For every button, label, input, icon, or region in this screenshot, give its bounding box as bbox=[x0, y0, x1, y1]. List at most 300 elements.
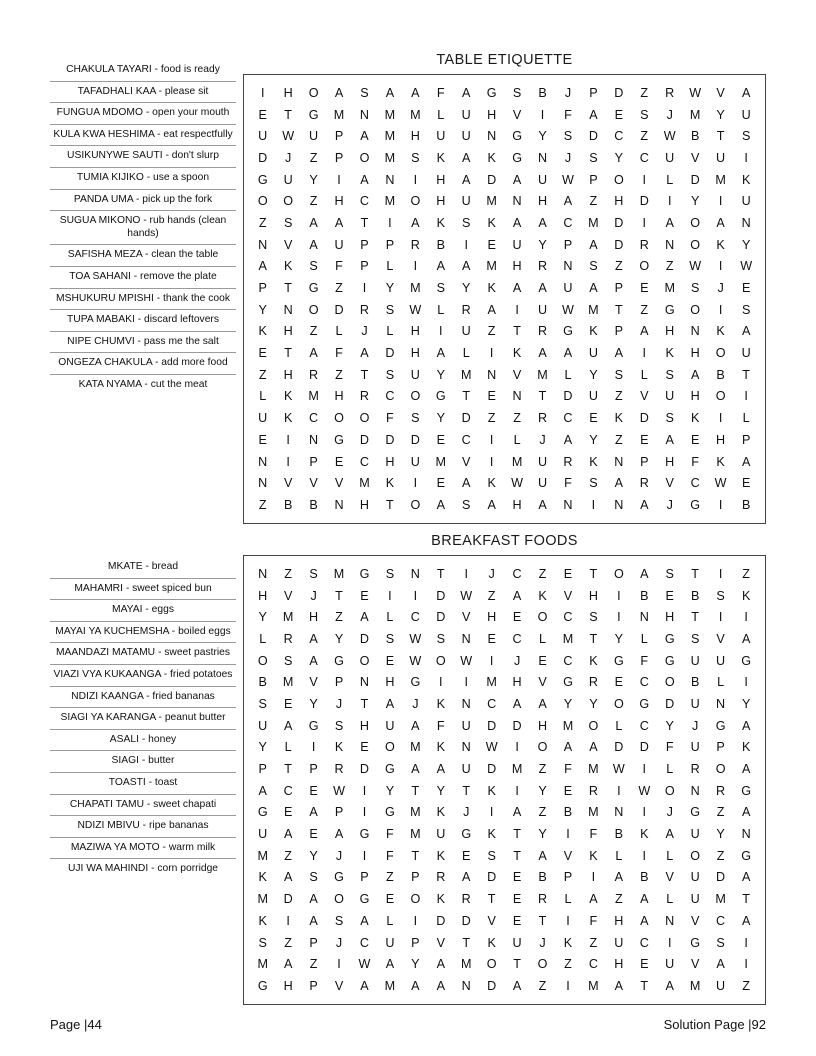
grid-letter: I bbox=[667, 194, 672, 209]
grid-letter: V bbox=[563, 588, 573, 603]
grid-letter: N bbox=[690, 324, 700, 339]
grid-letter: A bbox=[258, 259, 267, 274]
grid-letter: M bbox=[689, 978, 701, 993]
grid-letter: Y bbox=[589, 367, 598, 382]
grid-letter: M bbox=[562, 631, 574, 646]
grid-letter: D bbox=[487, 978, 497, 993]
grid-letter: G bbox=[359, 827, 370, 842]
grid-letter: T bbox=[513, 827, 521, 842]
grid-letter: S bbox=[385, 302, 395, 317]
grid-letter: E bbox=[258, 107, 267, 122]
grid-letter: I bbox=[718, 610, 723, 625]
grid-letter: A bbox=[309, 892, 318, 907]
grid-letter: F bbox=[386, 827, 394, 842]
grid-letter: M bbox=[537, 367, 548, 382]
grid-letter: S bbox=[283, 215, 293, 230]
grid-letter: J bbox=[666, 497, 673, 512]
grid-letter: O bbox=[308, 85, 319, 100]
word-entry: USIKUNYWE SAUTI - don't slurp bbox=[50, 146, 236, 168]
grid-letter: P bbox=[589, 85, 598, 100]
grid-letter: A bbox=[512, 281, 522, 296]
grid-letter: K bbox=[283, 389, 293, 404]
grid-letter: M bbox=[384, 150, 396, 165]
grid-letter: Y bbox=[538, 129, 547, 144]
grid-letter: I bbox=[337, 172, 341, 187]
grid-letter: U bbox=[537, 302, 548, 317]
grid-letter: J bbox=[488, 566, 495, 581]
grid-letter: Z bbox=[564, 957, 572, 972]
grid-letter: C bbox=[487, 696, 497, 711]
grid-letter: N bbox=[639, 610, 649, 625]
grid-letter: K bbox=[334, 740, 344, 755]
grid-letter: S bbox=[462, 497, 471, 512]
grid-letter: G bbox=[639, 696, 650, 711]
grid-letter: L bbox=[666, 762, 674, 777]
word-entry: TOASTI - toast bbox=[50, 772, 236, 794]
grid-letter: M bbox=[282, 610, 294, 625]
grid-letter: R bbox=[334, 762, 344, 777]
grid-letter: S bbox=[334, 913, 344, 928]
grid-letter: A bbox=[283, 870, 293, 885]
grid-letter: I bbox=[642, 848, 647, 863]
grid-row bbox=[250, 147, 759, 169]
grid-letter: Y bbox=[258, 302, 267, 317]
grid-letter: A bbox=[589, 107, 598, 122]
grid-letter: K bbox=[487, 827, 496, 842]
grid-letter: Y bbox=[716, 107, 725, 122]
grid-letter: N bbox=[258, 566, 268, 581]
word-entry: SIAGI - butter bbox=[50, 751, 236, 773]
grid-letter: I bbox=[413, 588, 418, 603]
grid-letter: F bbox=[564, 762, 572, 777]
grid-letter: L bbox=[462, 346, 470, 361]
grid-letter: T bbox=[691, 610, 699, 625]
grid-letter: V bbox=[512, 107, 522, 122]
grid-letter: E bbox=[283, 696, 293, 711]
grid-letter: O bbox=[613, 566, 624, 581]
grid-letter: H bbox=[716, 432, 726, 447]
grid-letter: K bbox=[640, 827, 649, 842]
word-entry: MAYAI - eggs bbox=[50, 600, 236, 622]
grid-letter: T bbox=[360, 367, 369, 382]
puzzle-title: BREAKFAST FOODS bbox=[431, 533, 578, 549]
grid-row bbox=[250, 888, 759, 910]
grid-letter: G bbox=[385, 762, 395, 777]
word-entry: NDIZI KAANGA - fried bananas bbox=[50, 686, 236, 708]
list-item bbox=[50, 729, 236, 751]
grid-letter: L bbox=[615, 848, 623, 863]
grid-row bbox=[250, 758, 759, 780]
grid-letter: U bbox=[716, 653, 726, 668]
word-entry: TUMIA KIJIKO - use a spoon bbox=[50, 167, 236, 189]
grid-letter: N bbox=[359, 675, 370, 690]
grid-letter: S bbox=[690, 281, 700, 296]
grid-letter: I bbox=[566, 913, 570, 928]
grid-letter: S bbox=[640, 107, 649, 122]
grid-letter: V bbox=[334, 978, 344, 993]
grid-letter: A bbox=[741, 870, 751, 885]
grid-letter: U bbox=[461, 194, 471, 209]
grid-letter: T bbox=[513, 848, 521, 863]
grid-letter: V bbox=[690, 957, 700, 972]
grid-letter: E bbox=[538, 653, 547, 668]
word-entry: SUGUA MIKONO - rub hands (clean hands) bbox=[50, 211, 236, 245]
grid-letter: U bbox=[461, 762, 471, 777]
grid-letter: M bbox=[588, 302, 599, 317]
grid-letter: A bbox=[716, 957, 725, 972]
grid-letter: Z bbox=[538, 566, 547, 581]
grid-letter: W bbox=[663, 129, 676, 144]
grid-letter: M bbox=[410, 107, 421, 122]
grid-letter: A bbox=[462, 172, 471, 187]
grid-letter: E bbox=[436, 432, 445, 447]
grid-letter: A bbox=[741, 805, 751, 820]
grid-letter: K bbox=[436, 215, 445, 230]
grid-letter: N bbox=[512, 389, 522, 404]
grid-letter: Z bbox=[335, 610, 343, 625]
grid-letter: M bbox=[715, 892, 726, 907]
grid-letter: O bbox=[588, 718, 599, 733]
grid-letter: O bbox=[359, 653, 370, 668]
grid-letter: D bbox=[614, 237, 624, 252]
grid-letter: R bbox=[359, 302, 370, 317]
grid-letter: F bbox=[564, 476, 572, 491]
grid-row bbox=[250, 277, 759, 299]
grid-letter: N bbox=[461, 740, 471, 755]
grid-letter: G bbox=[563, 675, 573, 690]
grid-letter: G bbox=[308, 281, 319, 296]
grid-letter: K bbox=[436, 805, 445, 820]
grid-letter: T bbox=[411, 783, 420, 798]
grid-letter: U bbox=[410, 367, 420, 382]
grid-letter: W bbox=[562, 302, 574, 317]
grid-letter: H bbox=[283, 978, 293, 993]
grid-letter: Z bbox=[538, 978, 547, 993]
grid-row bbox=[250, 563, 759, 585]
grid-letter: U bbox=[537, 454, 548, 469]
grid-letter: G bbox=[334, 432, 344, 447]
grid-letter: S bbox=[614, 367, 624, 382]
grid-letter: A bbox=[360, 913, 369, 928]
grid-letter: Z bbox=[309, 324, 318, 339]
grid-letter: S bbox=[589, 610, 598, 625]
grid-letter: S bbox=[589, 476, 598, 491]
grid-letter: K bbox=[258, 870, 267, 885]
grid-row bbox=[250, 867, 759, 889]
grid-letter: L bbox=[564, 367, 572, 382]
grid-letter: E bbox=[258, 432, 267, 447]
grid-letter: Y bbox=[385, 281, 395, 296]
grid-letter: A bbox=[512, 215, 522, 230]
grid-letter: S bbox=[589, 259, 598, 274]
grid-letter: Z bbox=[258, 497, 267, 512]
grid-letter: Z bbox=[589, 935, 598, 950]
grid-letter: A bbox=[741, 85, 751, 100]
list-item bbox=[50, 751, 236, 773]
grid-letter: V bbox=[283, 588, 293, 603]
grid-letter: O bbox=[639, 259, 650, 274]
grid-row bbox=[250, 932, 759, 954]
grid-letter: J bbox=[361, 324, 368, 339]
grid-letter: Y bbox=[462, 281, 471, 296]
grid-letter: A bbox=[309, 215, 318, 230]
grid-letter: K bbox=[741, 172, 751, 187]
list-item bbox=[50, 288, 236, 310]
grid-row bbox=[250, 386, 759, 408]
grid-letter: U bbox=[436, 129, 446, 144]
grid-letter: R bbox=[461, 892, 471, 907]
grid-letter: W bbox=[689, 85, 702, 100]
grid-letter: E bbox=[385, 653, 395, 668]
grid-letter: R bbox=[309, 367, 319, 382]
grid-letter: K bbox=[589, 324, 598, 339]
grid-letter: N bbox=[614, 497, 624, 512]
grid-row bbox=[250, 715, 759, 737]
grid-letter: O bbox=[715, 762, 726, 777]
grid-letter: S bbox=[436, 631, 445, 646]
grid-row bbox=[250, 342, 759, 364]
grid-letter: P bbox=[258, 762, 267, 777]
grid-letter: C bbox=[563, 653, 573, 668]
grid-letter: S bbox=[385, 367, 395, 382]
grid-letter: Y bbox=[411, 957, 420, 972]
grid-letter: F bbox=[589, 913, 598, 928]
grid-letter: D bbox=[563, 389, 573, 404]
grid-letter: D bbox=[436, 913, 446, 928]
grid-letter: F bbox=[335, 346, 343, 361]
grid-letter: B bbox=[690, 675, 700, 690]
grid-letter: L bbox=[386, 610, 394, 625]
grid-letter: M bbox=[562, 718, 574, 733]
grid-letter: H bbox=[665, 324, 675, 339]
word-entry: TOA SAHANI - remove the plate bbox=[50, 266, 236, 288]
grid-letter: K bbox=[436, 848, 445, 863]
grid-letter: L bbox=[259, 389, 267, 404]
grid-letter: H bbox=[359, 497, 370, 512]
grid-letter: D bbox=[639, 194, 649, 209]
grid-row bbox=[250, 234, 759, 256]
grid-letter: U bbox=[283, 172, 293, 187]
grid-letter: N bbox=[461, 696, 471, 711]
grid-letter: T bbox=[487, 892, 496, 907]
grid-letter: F bbox=[335, 259, 343, 274]
grid-letter: Z bbox=[487, 324, 496, 339]
grid-letter: Z bbox=[640, 302, 649, 317]
grid-letter: M bbox=[257, 848, 268, 863]
grid-letter: I bbox=[744, 935, 748, 950]
grid-row bbox=[250, 802, 759, 824]
grid-letter: S bbox=[563, 129, 573, 144]
grid-letter: G bbox=[410, 675, 421, 690]
grid-letter: O bbox=[486, 957, 497, 972]
grid-letter: O bbox=[359, 411, 370, 426]
grid-letter: Z bbox=[309, 150, 318, 165]
grid-letter: I bbox=[464, 237, 468, 252]
grid-letter: I bbox=[642, 346, 647, 361]
grid-letter: H bbox=[614, 194, 624, 209]
grid-letter: E bbox=[741, 476, 751, 491]
grid-letter: E bbox=[512, 870, 522, 885]
grid-letter: K bbox=[690, 411, 700, 426]
grid-letter: K bbox=[385, 476, 395, 491]
grid-row bbox=[250, 606, 759, 628]
grid-letter: K bbox=[487, 935, 496, 950]
grid-letter: T bbox=[360, 215, 369, 230]
grid-letter: I bbox=[489, 432, 494, 447]
grid-letter: C bbox=[512, 566, 522, 581]
grid-letter: J bbox=[692, 718, 699, 733]
grid-letter: U bbox=[461, 107, 471, 122]
grid-letter: G bbox=[257, 805, 268, 820]
grid-letter: W bbox=[409, 302, 422, 317]
grid-letter: C bbox=[639, 935, 649, 950]
grid-letter: C bbox=[639, 675, 649, 690]
list-item bbox=[50, 310, 236, 332]
grid-letter: P bbox=[563, 870, 573, 885]
grid-letter: O bbox=[613, 696, 624, 711]
grid-letter: M bbox=[486, 194, 497, 209]
grid-letter: I bbox=[515, 302, 519, 317]
grid-letter: G bbox=[461, 827, 472, 842]
grid-letter: P bbox=[614, 281, 624, 296]
grid-letter: D bbox=[487, 762, 497, 777]
grid-letter: B bbox=[258, 675, 267, 690]
grid-letter: L bbox=[513, 432, 521, 447]
grid-letter: U bbox=[512, 237, 522, 252]
grid-letter: Z bbox=[742, 566, 750, 581]
grid-letter: P bbox=[309, 454, 318, 469]
grid-row bbox=[250, 364, 759, 386]
grid-letter: G bbox=[486, 85, 497, 100]
grid-letter: M bbox=[435, 454, 447, 469]
grid-letter: L bbox=[666, 848, 674, 863]
grid-letter: I bbox=[489, 454, 494, 469]
grid-letter: N bbox=[512, 194, 522, 209]
grid-letter: D bbox=[461, 411, 471, 426]
grid-letter: I bbox=[617, 783, 621, 798]
grid-letter: K bbox=[436, 892, 445, 907]
grid-letter: A bbox=[614, 870, 624, 885]
grid-letter: P bbox=[309, 762, 318, 777]
list-item bbox=[50, 211, 236, 245]
grid-letter: A bbox=[462, 476, 471, 491]
grid-letter: U bbox=[690, 827, 700, 842]
grid-letter: S bbox=[258, 935, 267, 950]
grid-letter: K bbox=[563, 935, 573, 950]
grid-letter: I bbox=[642, 805, 647, 820]
list-item bbox=[50, 664, 236, 686]
grid-letter: I bbox=[439, 675, 443, 690]
grid-letter: U bbox=[588, 389, 598, 404]
grid-letter: I bbox=[286, 913, 290, 928]
grid-letter: M bbox=[664, 281, 675, 296]
grid-letter: H bbox=[690, 346, 700, 361]
grid-letter: E bbox=[309, 783, 318, 798]
grid-letter: P bbox=[385, 237, 395, 252]
grid-letter: A bbox=[563, 346, 573, 361]
grid-letter: H bbox=[512, 675, 522, 690]
grid-letter: A bbox=[512, 696, 522, 711]
word-entry: ONGEZA CHAKULA - add more food bbox=[50, 353, 236, 375]
grid-letter: V bbox=[283, 476, 293, 491]
grid-letter: T bbox=[284, 107, 292, 122]
grid-letter: M bbox=[486, 259, 497, 274]
grid-letter: A bbox=[360, 610, 369, 625]
grid-letter: N bbox=[563, 259, 573, 274]
grid-letter: Y bbox=[309, 172, 318, 187]
grid-letter: V bbox=[309, 675, 318, 690]
grid-letter: I bbox=[413, 476, 418, 491]
grid-letter: H bbox=[410, 324, 420, 339]
grid-letter: M bbox=[308, 389, 319, 404]
grid-letter: H bbox=[283, 85, 293, 100]
grid-letter: I bbox=[642, 215, 647, 230]
word-entry: KULA KWA HESHIMA - eat respectfully bbox=[50, 124, 236, 146]
grid-letter: U bbox=[741, 107, 751, 122]
grid-letter: I bbox=[718, 302, 723, 317]
grid-letter: D bbox=[639, 740, 649, 755]
grid-letter: A bbox=[538, 281, 547, 296]
grid-letter: I bbox=[591, 497, 596, 512]
grid-letter: N bbox=[716, 696, 726, 711]
grid-letter: S bbox=[411, 150, 420, 165]
grid-letter: U bbox=[665, 150, 675, 165]
grid-letter: M bbox=[460, 957, 472, 972]
grid-letter: A bbox=[487, 497, 496, 512]
grid-letter: B bbox=[690, 588, 700, 603]
grid-letter: V bbox=[690, 150, 700, 165]
grid-letter: S bbox=[436, 281, 445, 296]
grid-letter: K bbox=[716, 324, 725, 339]
grid-letter: A bbox=[258, 783, 267, 798]
grid-letter: H bbox=[665, 454, 675, 469]
grid-letter: I bbox=[362, 805, 367, 820]
grid-letter: D bbox=[614, 85, 624, 100]
grid-letter: A bbox=[589, 237, 598, 252]
grid-letter: U bbox=[461, 129, 471, 144]
word-entry: TAFADHALI KAA - please sit bbox=[50, 81, 236, 103]
grid-letter: T bbox=[538, 389, 547, 404]
grid-letter: P bbox=[614, 324, 624, 339]
grid-letter: R bbox=[588, 783, 598, 798]
grid-letter: V bbox=[462, 610, 471, 625]
grid-letter: C bbox=[563, 215, 573, 230]
grid-letter: D bbox=[385, 432, 395, 447]
grid-letter: W bbox=[740, 259, 753, 274]
grid-letter: V bbox=[716, 631, 725, 646]
grid-letter: S bbox=[334, 718, 344, 733]
grid-letter: O bbox=[715, 389, 726, 404]
grid-letter: E bbox=[258, 346, 267, 361]
grid-letter: P bbox=[334, 129, 344, 144]
grid-letter: F bbox=[640, 653, 649, 668]
grid-letter: A bbox=[283, 827, 293, 842]
grid-letter: H bbox=[359, 718, 370, 733]
list-item bbox=[50, 266, 236, 288]
grid-letter: R bbox=[690, 762, 700, 777]
word-entry: MAANDAZI MATAMU - sweet pastries bbox=[50, 643, 236, 665]
grid-letter: A bbox=[538, 696, 547, 711]
grid-letter: B bbox=[436, 237, 445, 252]
grid-letter: Y bbox=[436, 367, 445, 382]
grid-letter: Y bbox=[716, 827, 725, 842]
grid-letter: Z bbox=[309, 957, 318, 972]
grid-letter: S bbox=[741, 302, 751, 317]
grid-letter: J bbox=[310, 588, 317, 603]
grid-letter: I bbox=[744, 150, 748, 165]
grid-letter: W bbox=[511, 476, 524, 491]
grid-letter: A bbox=[309, 913, 318, 928]
